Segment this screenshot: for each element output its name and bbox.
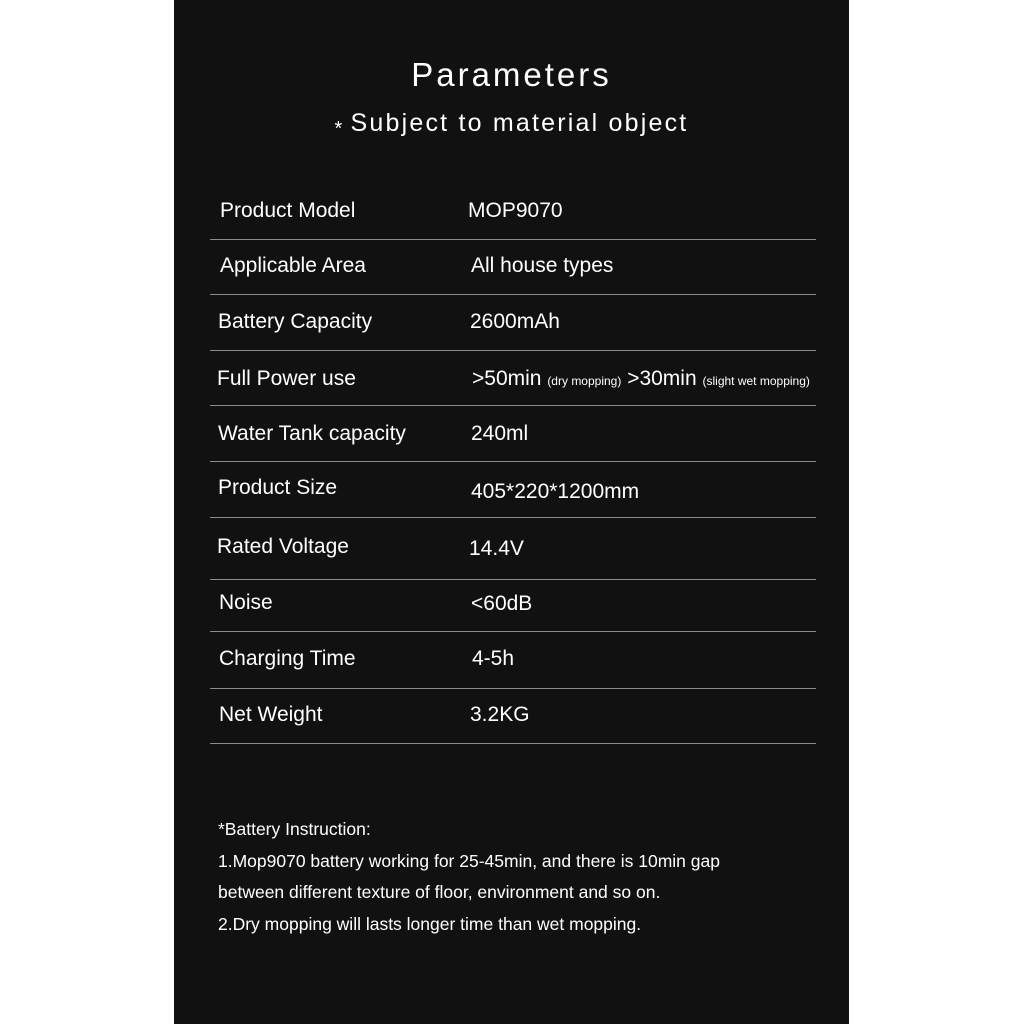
spec-value: 4-5h [472,647,515,670]
spec-row-full-power-use [210,350,816,406]
spec-value: 3.2KG [470,703,530,726]
spec-label: Water Tank capacity [218,422,406,445]
spec-value: MOP9070 [468,199,563,222]
subtitle-asterisk: * [334,118,345,140]
spec-value [472,367,810,391]
spec-label: Product Size [218,476,338,499]
spec-value: All house types [471,254,614,277]
spec-value: 405*220*1200mm [471,480,640,503]
notes-line: 2.Dry mopping will lasts longer time than wet mopping. [218,913,642,934]
spec-label: Rated Voltage [217,535,349,558]
spec-label: Applicable Area [220,254,366,277]
spec-label: Battery Capacity [218,310,373,333]
spec-row-rated-voltage [210,517,816,580]
notes-heading: *Battery Instruction: [218,819,371,839]
spec-label: Charging Time [219,647,356,670]
runtime-wet: >30min [627,367,697,390]
spec-label: Net Weight [219,703,323,726]
spec-value: 2600mAh [470,310,560,333]
page-title: Parameters [411,56,612,93]
parameters-panel [174,0,849,1024]
spec-row-noise [210,579,816,632]
spec-row-product-model [210,193,816,240]
runtime-wet-note: (slight wet mopping) [702,374,810,388]
subtitle [174,109,849,138]
spec-row-water-tank-capacity [210,405,816,462]
battery-instruction-notes [218,814,818,940]
subtitle-text: Subject to material object [350,109,689,137]
spec-value: 240ml [471,422,529,445]
spec-row-battery-capacity [210,294,816,351]
runtime-dry-note: (dry mopping) [547,374,622,388]
spec-label: Product Model [220,199,356,222]
spec-row-net-weight [210,688,816,744]
spec-label: Full Power use [217,367,356,390]
spec-label: Noise [219,591,273,614]
spec-value: 14.4V [469,537,524,560]
runtime-dry: >50min [472,367,542,390]
spec-value: <60dB [471,592,533,615]
spec-row-applicable-area [210,239,816,295]
spec-row-charging-time [210,631,816,689]
notes-line: 1.Mop9070 battery working for 25-45min, and there is 10min gap [218,850,720,871]
notes-line: between different texture of floor, environment and so on. [218,882,661,902]
spec-row-product-size [210,461,816,518]
